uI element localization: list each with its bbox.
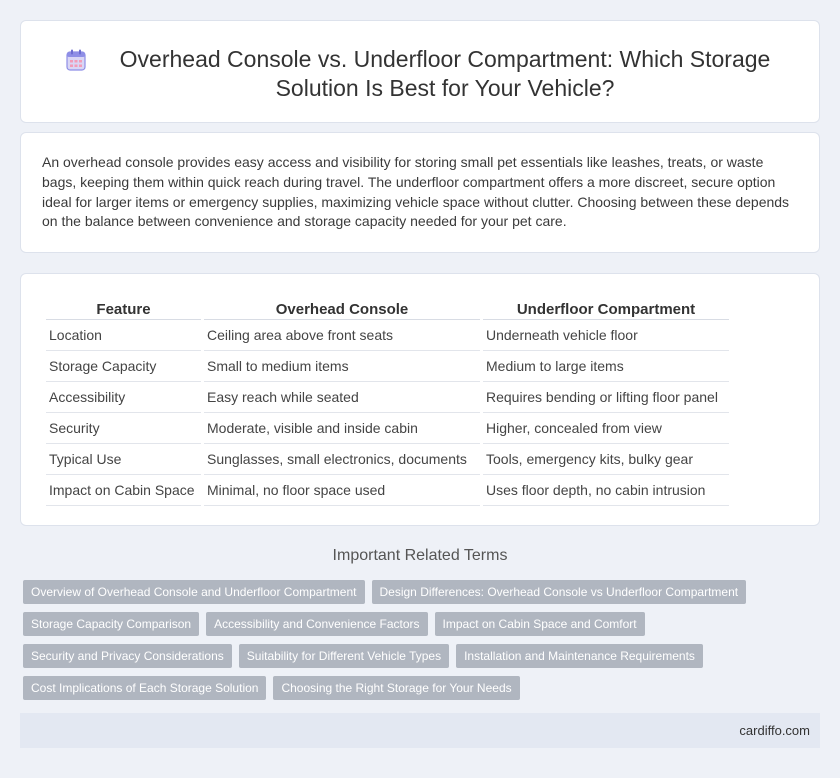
table-cell: Ceiling area above front seats <box>204 320 480 351</box>
footer <box>20 713 820 748</box>
column-header: Overhead Console <box>204 296 480 320</box>
table-cell: Small to medium items <box>204 351 480 382</box>
table-row <box>46 444 729 475</box>
comparison-table-card <box>20 273 820 526</box>
comparison-table <box>43 296 732 506</box>
related-term-tag[interactable]: Security and Privacy Considerations <box>23 644 232 668</box>
table-cell: Typical Use <box>46 444 201 475</box>
table-cell: Underneath vehicle floor <box>483 320 729 351</box>
column-header: Underfloor Compartment <box>483 296 729 320</box>
table-cell: Medium to large items <box>483 351 729 382</box>
related-term-tag[interactable]: Installation and Maintenance Requirements <box>456 644 703 668</box>
table-row <box>46 320 729 351</box>
table-cell: Requires bending or lifting floor panel <box>483 382 729 413</box>
page-title: Overhead Console vs. Underfloor Compartment: Which Storage Solution Is Best for Your Vehicle? <box>119 46 771 101</box>
table-cell: Storage Capacity <box>46 351 201 382</box>
table-row <box>46 413 729 444</box>
table-cell: Sunglasses, small electronics, documents <box>204 444 480 475</box>
table-cell: Uses floor depth, no cabin intrusion <box>483 475 729 506</box>
related-term-tag[interactable]: Storage Capacity Comparison <box>23 612 199 636</box>
table-cell: Security <box>46 413 201 444</box>
related-terms-heading: Important Related Terms <box>332 547 508 564</box>
title-card <box>20 20 820 123</box>
column-header: Feature <box>46 296 201 320</box>
related-term-tag[interactable]: Accessibility and Convenience Factors <box>206 612 427 636</box>
table-cell: Higher, concealed from view <box>483 413 729 444</box>
table-cell: Accessibility <box>46 382 201 413</box>
related-term-tag[interactable]: Cost Implications of Each Storage Solution <box>23 676 266 700</box>
table-cell: Easy reach while seated <box>204 382 480 413</box>
table-header-row <box>46 296 729 320</box>
table-cell: Impact on Cabin Space <box>46 475 201 506</box>
table-row <box>46 351 729 382</box>
table-row <box>46 382 729 413</box>
related-terms-list <box>23 580 823 708</box>
table-cell: Moderate, visible and inside cabin <box>204 413 480 444</box>
table-cell: Location <box>46 320 201 351</box>
related-term-tag[interactable]: Design Differences: Overhead Console vs Underfloor Compartment <box>372 580 747 604</box>
site-link[interactable]: cardiffo.com <box>739 723 810 738</box>
table-cell: Tools, emergency kits, bulky gear <box>483 444 729 475</box>
related-term-tag[interactable]: Choosing the Right Storage for Your Needs <box>273 676 519 700</box>
intro-card <box>20 132 820 253</box>
related-term-tag[interactable]: Impact on Cabin Space and Comfort <box>435 612 645 636</box>
table-row <box>46 475 729 506</box>
related-term-tag[interactable]: Overview of Overhead Console and Underfloor Compartment <box>23 580 365 604</box>
intro-paragraph: An overhead console provides easy access and visibility for storing small pet essentials like leashes, treats, or waste bags, keeping them within quick reach during travel. The underfloor compartment offers a more discreet, secure option ideal for larger items or emergency supplies, maximizing vehicle space without clutter. Choosing between these depends on the balance between convenience and storage capacity needed for your pet care. <box>42 154 790 230</box>
table-cell: Minimal, no floor space used <box>204 475 480 506</box>
related-term-tag[interactable]: Suitability for Different Vehicle Types <box>239 644 449 668</box>
